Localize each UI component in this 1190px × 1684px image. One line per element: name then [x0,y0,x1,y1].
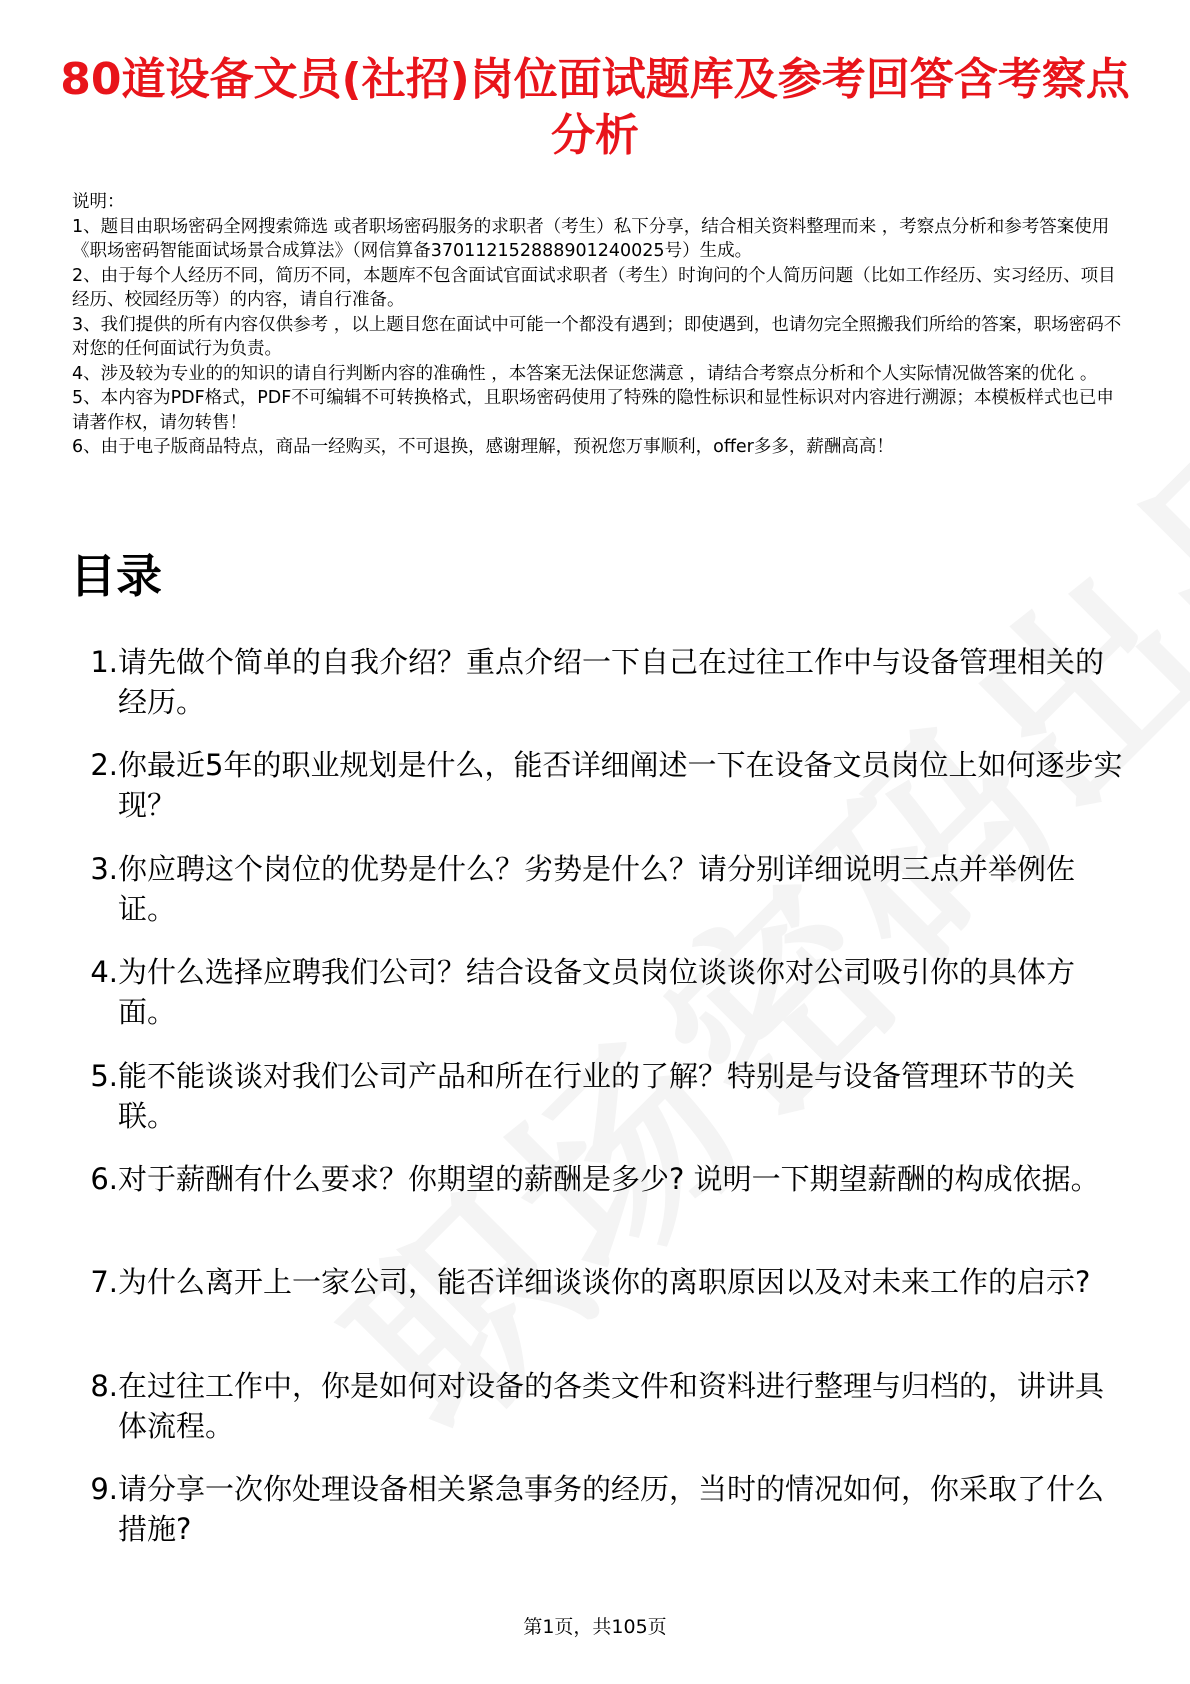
toc-item-text: 你最近5年的职业规划是什么，能否详细阐述一下在设备文员岗位上如何逐步实现？ [118,748,1123,823]
toc-item[interactable] [70,1366,1130,1469]
page-title: 80道设备文员(社招)岗位面试题库及参考回答含考察点分析 [60,54,1130,161]
toc-item-number: 1. [90,645,118,679]
toc-item-number: 4. [90,955,118,990]
toc-item[interactable] [70,1469,1130,1572]
toc-item-number: 5. [90,1058,118,1093]
toc-item-number: 2. [90,748,118,783]
note-item: 4、涉及较为专业的的知识的请自行判断内容的准确性 ，本答案无法保证您满意 ，请结合考察点分析和个人实际情况做答案的优化 。 [72,363,1098,384]
table-of-contents [70,642,1130,1573]
toc-item[interactable] [70,1056,1130,1159]
toc-item-number: 6. [90,1161,118,1196]
toc-item[interactable] [70,952,1130,1055]
toc-item-text: 为什么选择应聘我们公司？结合设备文员岗位谈谈你对公司吸引你的具体方面。 [118,955,1076,1030]
disclaimer-notes [72,190,1122,460]
toc-item[interactable] [70,1159,1130,1262]
toc-item-number: 3. [90,851,118,886]
note-item: 3、我们提供的所有内容仅供参考 ，以上题目您在面试中可能一个都没有遇到；即使遇到，也请勿完全照搬我们所给的答案，职场密码不对您的任何面试行为负责。 [72,314,1122,359]
toc-item[interactable] [70,745,1130,848]
toc-item[interactable] [70,642,1130,745]
toc-item-text: 请先做个简单的自我介绍？重点介绍一下自己在过往工作中与设备管理相关的经历。 [118,645,1105,719]
note-item: 2、由于每个人经历不同，简历不同，本题库不包含面试官面试求职者（考生）时询问的个人简历问题（比如工作经历、实习经历、项目经历、校园经历等）的内容，请自行准备。 [72,265,1116,310]
toc-item[interactable] [70,849,1130,952]
toc-item-number: 8. [90,1368,118,1403]
toc-item[interactable] [70,1262,1130,1365]
note-item: 1、题目由职场密码全网搜索筛选 或者职场密码服务的求职者（考生）私下分享，结合相关资料整理而来 ，考察点分析和参考答案使用《职场密码智能面试场景合成算法》（网信算备370112152888901240025号）生成。 [72,216,1110,261]
toc-item-text: 请分享一次你处理设备相关紧急事务的经历，当时的情况如何，你采取了什么措施? [118,1472,1105,1547]
note-item: 5、本内容为PDF格式，PDF不可编辑不可转换格式，且职场密码使用了特殊的隐性标识和显性标识对内容进行溯源；本模板样式也已申请著作权，请勿转售！ [72,388,1114,433]
toc-item-text: 你应聘这个岗位的优势是什么？劣势是什么？请分别详细说明三点并举例佐证。 [118,851,1076,926]
toc-item-number: 9. [90,1472,118,1507]
toc-item-text: 能不能谈谈对我们公司产品和所在行业的了解？特别是与设备管理环节的关联。 [118,1058,1076,1133]
page-number: 第1页，共105页 [523,1616,667,1638]
toc-heading: 目录 [70,549,162,603]
toc-item-text: 在过往工作中，你是如何对设备的各类文件和资料进行整理与归档的，讲讲具体流程。 [118,1368,1105,1443]
toc-item-text: 对于薪酬有什么要求？你期望的薪酬是多少? 说明一下期望薪酬的构成依据。 [118,1161,1100,1196]
toc-item-number: 7. [90,1265,118,1300]
toc-item-text: 为什么离开上一家公司，能否详细谈谈你的离职原因以及对未来工作的启示? [118,1265,1091,1300]
notes-heading: 说明： [72,192,125,212]
note-item: 6、由于电子版商品特点，商品一经购买，不可退换，感谢理解，预祝您万事顺利，offer多多，薪酬高高！ [72,437,894,457]
